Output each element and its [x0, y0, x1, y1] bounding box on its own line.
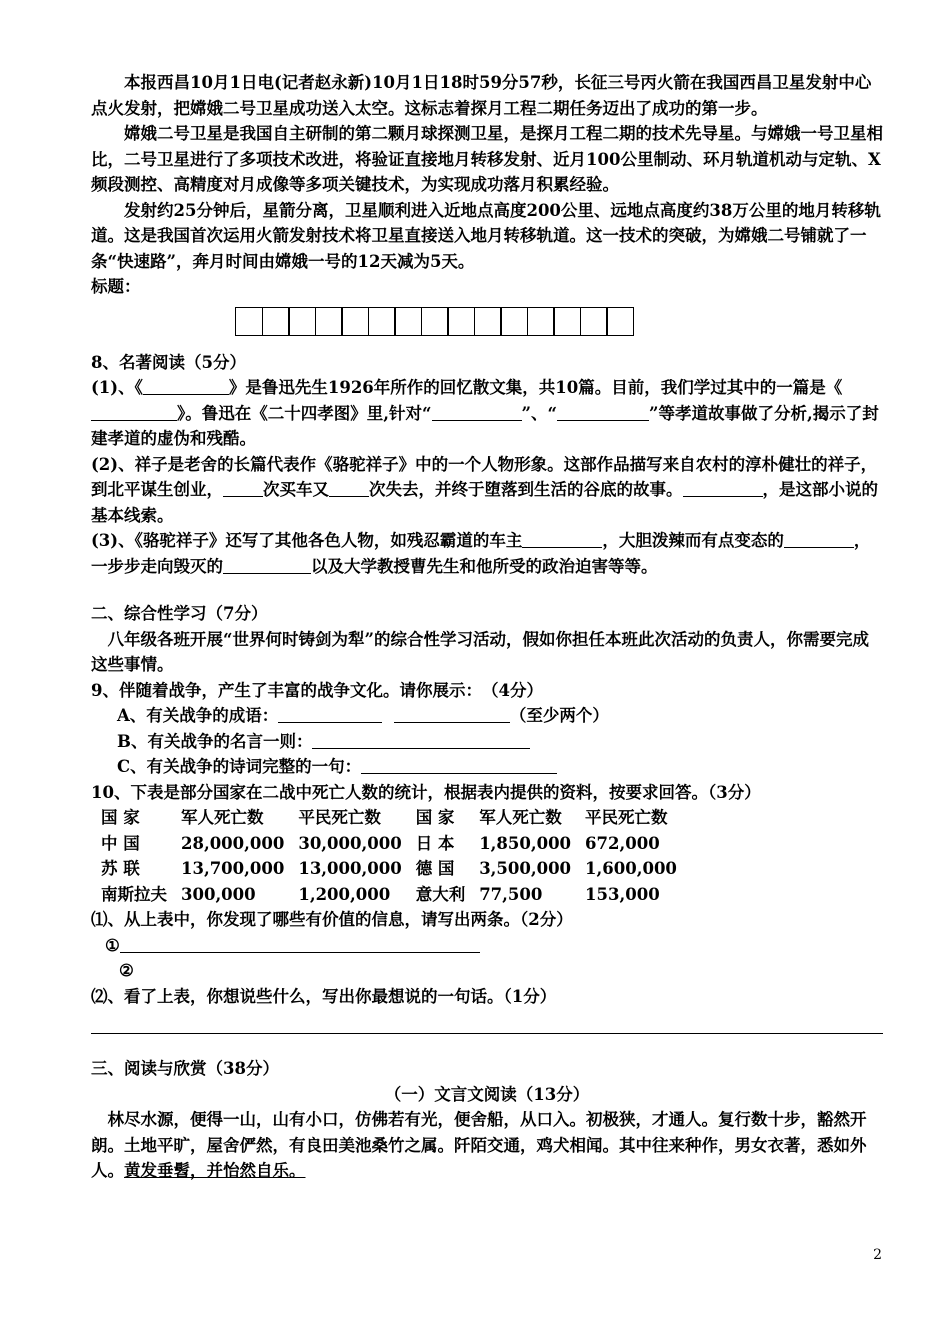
table-cell: 28,000,000 [181, 833, 285, 853]
answer-blank[interactable] [223, 496, 263, 497]
answer-blank[interactable] [394, 722, 510, 723]
q9-heading: 9、伴随着战争，产生了丰富的战争文化。请你展示： （4分） [91, 680, 543, 700]
answer-blank[interactable] [784, 547, 854, 548]
table-cell: 中 国 [101, 833, 140, 853]
grid-cell[interactable] [368, 307, 396, 336]
grid-cell[interactable] [527, 307, 555, 336]
grid-cell[interactable] [447, 307, 475, 336]
table-cell: 30,000,000 [298, 833, 402, 853]
grid-cell[interactable] [315, 307, 343, 336]
grid-cell[interactable] [553, 307, 581, 336]
table-cell: 1,850,000 [479, 833, 572, 853]
table-cell: 153,000 [585, 884, 660, 904]
grid-cell[interactable] [341, 307, 369, 336]
answer-blank[interactable] [223, 573, 311, 574]
ww2-casualty-table [101, 805, 691, 907]
answer-blank[interactable] [522, 547, 602, 548]
answer-blank[interactable] [91, 420, 177, 421]
section-3-subheading: （一）文言文阅读（13分） [384, 1084, 590, 1104]
q10-part-2: ⑵、看了上表，你想说些什么，写出你最想说的一句话。（1分） [91, 986, 557, 1006]
answer-blank[interactable] [432, 420, 522, 421]
news-paragraph-2: 嫦娥二号卫星是我国自主研制的第二颗月球探测卫星，是探月工程二期的技术先导星。与嫦娥一号卫星相比，二号卫星进行了多项技术改进，将验证直接地月转移发射、近月100公里制动、环月轨道机动与定轨、X频段测控、高精度对月成像等多项关键技术，为实现成功落月积累经验。 [91, 124, 883, 194]
answer-blank[interactable] [361, 773, 557, 774]
table-row [101, 882, 691, 908]
table-header-row [101, 805, 691, 831]
table-header-cell: 军人死亡数 [181, 808, 264, 827]
grid-cell[interactable] [580, 307, 608, 336]
table-cell: 南斯拉夫 [101, 884, 167, 904]
answer-line-1 [91, 933, 883, 959]
table-header-cell: 国 家 [415, 808, 455, 827]
news-paragraph-3: 发射约25分钟后，星箭分离，卫星顺利进入近地点高度200公里、远地点高度约38万公里的地月转移轨道。这是我国首次运用火箭发射技术将卫星直接送入地月转移轨道。这一技术的突破，为嫦娥二号铺就了一条“快速路”，奔月时间由嫦娥一号的12天减为5天。 [91, 200, 881, 271]
table-cell: 672,000 [585, 833, 660, 853]
table-cell: 1,200,000 [298, 884, 391, 904]
answer-blank[interactable] [120, 952, 480, 953]
q8-heading: 8、名著阅读（5分） [91, 352, 246, 372]
grid-cell[interactable] [474, 307, 502, 336]
q10-part-1: ⑴、从上表中，你发现了哪些有价值的信息，请写出两条。（2分） [91, 910, 573, 929]
table-header-cell: 军人死亡数 [479, 808, 562, 827]
grid-cell[interactable] [235, 307, 263, 336]
table-cell: 德 国 [415, 859, 455, 878]
q8-part-2: (2)、祥子是老舍的长篇代表作《骆驼祥子》中的一个人物形象。这部作品描写来自农村的淳朴健壮的祥子，到北平谋生创业， 次买车又 次失去，并终于堕落到生活的谷底的故事。 ，是这部小说的基本线索。 [91, 454, 878, 525]
table-cell: 苏 联 [101, 859, 140, 878]
grid-cell[interactable] [500, 307, 528, 336]
table-row [101, 831, 691, 857]
table-header-cell: 平民死亡数 [298, 808, 381, 827]
circled-number-2: ② [119, 961, 134, 980]
answer-rule-line[interactable] [91, 1033, 883, 1034]
q9-c: C、有关战争的诗词完整的一句： [91, 754, 883, 780]
table-header-cell: 国 家 [101, 808, 140, 827]
circled-number-1: ① [105, 935, 120, 955]
title-answer-grid[interactable] [235, 307, 883, 336]
table-cell: 1,600,000 [585, 859, 677, 878]
q9-b: B、有关战争的名言一则： [91, 729, 883, 755]
section-2-intro: 八年级各班开展“世界何时铸剑为犁”的综合性学习活动，假如你担任本班此次活动的负责人，你需要完成这些事情。 [91, 629, 869, 674]
table-header-cell: 平民死亡数 [585, 808, 668, 827]
page-number: 2 [873, 1247, 882, 1263]
section-2-heading: 二、综合性学习（7分） [91, 604, 268, 623]
table-cell: 13,000,000 [298, 859, 402, 878]
table-cell: 77,500 [479, 884, 543, 904]
table-cell: 300,000 [181, 884, 256, 904]
news-paragraph-1: 本报西昌10月1日电(记者赵永新)10月1日18时59分57秒，长征三号丙火箭在我国西昌卫星发射中心点火发射，把嫦娥二号卫星成功送入太空。这标志着探月工程二期任务迈出了成功的第一步。 [91, 73, 872, 118]
table-cell: 意大利 [415, 884, 466, 904]
q10-heading: 10、下表是部分国家在二战中死亡人数的统计，根据表内提供的资料，按要求回答。（3分） [91, 782, 761, 802]
answer-blank[interactable] [683, 496, 763, 497]
q8-part-3: (3)、《骆驼祥子》还写了其他各色人物，如残忍霸道的车主 ，大胆泼辣而有点变态的 ，一步步走向毁灭的 以及大学教授曹先生和他所受的政治迫害等等。 [91, 531, 871, 576]
underlined-sentence: 黄发垂髫，并怡然自乐。 [124, 1161, 306, 1180]
table-cell: 13,700,000 [181, 859, 285, 878]
answer-blank[interactable] [143, 394, 229, 395]
table-cell: 日 本 [415, 833, 455, 853]
grid-cell[interactable] [262, 307, 290, 336]
title-label: 标题： [91, 277, 141, 296]
answer-blank[interactable] [312, 748, 530, 749]
answer-blank[interactable] [329, 496, 369, 497]
answer-line-2 [91, 958, 883, 984]
section-3-heading: 三、阅读与欣赏（38分） [91, 1059, 279, 1078]
q9-a: A、有关战争的成语： （至少两个） [117, 706, 609, 725]
grid-cell[interactable] [421, 307, 449, 336]
table-cell: 3,500,000 [479, 859, 572, 878]
q8-part-1: (1)、《 》是鲁迅先生1926年所作的回忆散文集，共10篇。目前，我们学过其中的一篇是《》。鲁迅在《二十四孝图》里,针对“ ”、“ ”等孝道故事做了分析,揭示了封建孝道的虚伪和残酷。 [91, 378, 879, 448]
classical-text: 林尽水源，便得一山，山有小口，仿佛若有光，便舍船，从口入。初极狭，才通人。复行数十步，豁然开朗。土地平旷，屋舍俨然，有良田美池桑竹之属。阡陌交通，鸡犬相闻。其中往来种作，男女衣著，悉如外人。黄发垂髫，并怡然自乐。 [91, 1110, 867, 1180]
exam-page [91, 70, 883, 1184]
grid-cell[interactable] [394, 307, 422, 336]
table-row [101, 856, 691, 882]
answer-blank[interactable] [278, 722, 382, 723]
grid-cell[interactable] [288, 307, 316, 336]
answer-blank[interactable] [557, 420, 649, 421]
grid-cell[interactable] [606, 307, 634, 336]
